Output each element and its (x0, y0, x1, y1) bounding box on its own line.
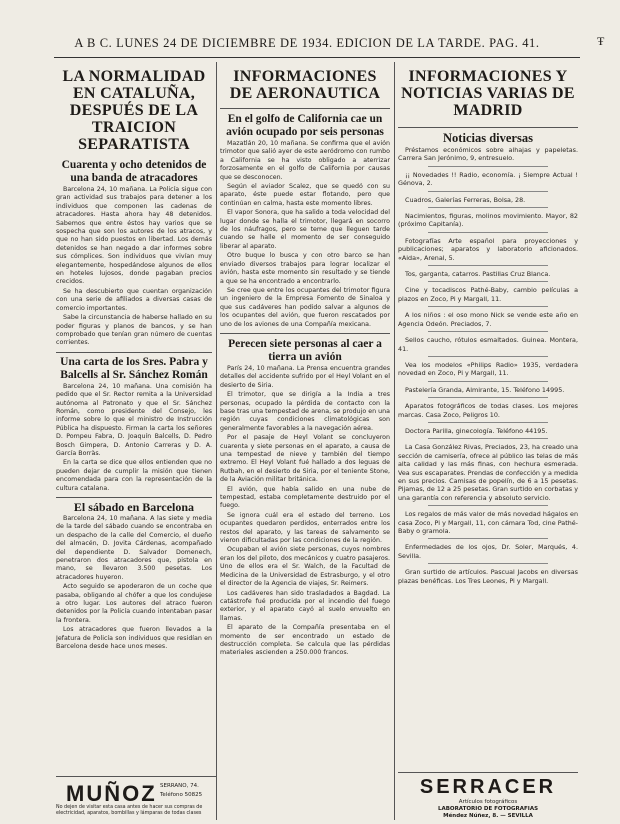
subhead-robbers: Cuarenta y ocho detenidos de una banda de atracadores (61, 159, 207, 184)
separator (428, 265, 548, 266)
separator (428, 422, 548, 423)
news-item: La Casa González Rivas, Preciados, 23, ha creado una sección de camisería, ofrece al público las telas de más alta calidad y las más finas, con hechura esmerada. Vea sus escaparates. Prendas de confección y a medida en sus precios. Camisas de popelín, de 6 a 15 pesetas. Pijamas, de 12 a 25 pesetas. Gran surtido en corbatas y una garantía con referencia y absoluto servicio. (398, 443, 578, 502)
news-item: Vea los modelos «Philips Radio» 1935, verdadera novedad en Zoco, Pi y Margall, 11. (398, 360, 578, 378)
news-item: Fotografías Arte español para proyecciones y publicaciones; aparatos y laboratorio aficionados. «Aida», Arenal, 5. (398, 236, 578, 262)
paragraph: Por el pasaje de Heyl Volant se concluyeron cuarenta y siete personas en el aparato, a causa de una tempestad de nieve y también del tiempo extremo. El Heyl Volant fué hallado a dos leguas de Rutbah, en el desierto de Siria, por el teniente Stone, de la Aviación militar británica. (220, 434, 390, 484)
section-noticias: Noticias diversas (443, 131, 533, 145)
column-madrid (398, 68, 578, 788)
subhead-california: En el golfo de California cae un avión ocupado por seis personas (226, 113, 384, 138)
paragraph: Ocupaban el avión siete personas, cuyos nombres eran los del piloto, dos mecánicos y cuatro pasajeros. Uno de ellos era el Sr. Walch, de la Facultad de Medicina de la Universidad de Estrasburgo, y el otro el director de la Agencia de viajes, Sr. Reimers. (220, 546, 390, 588)
news-item: A los niños : el oso mono Nick se vende este año en Agencia Odeón. Preciados, 7. (398, 311, 578, 328)
ad-serracer-line: Méndez Núñez, 8. — SEVILLA (443, 813, 533, 819)
paragraph: Sabe la circunstancia de haberse hallado en su poder figuras y planos de bancos, y se han comprobado que tenían gran número de cuentas corrientes. (56, 314, 212, 347)
paragraph: Se ha descubierto que cuentan organización con una serie de afiliados a diversas casas de comercio importantes. (56, 287, 212, 312)
ad-munoz-name: MUÑOZ (66, 781, 157, 806)
separator (428, 306, 548, 307)
column-aeronautics (220, 68, 390, 816)
separator (428, 232, 548, 233)
column-divider (216, 62, 217, 820)
paragraph: Los atracadores que fueron llevados a la Jefatura de Policía son individuos que residían en Barcelona desde hace unos meses. (56, 626, 212, 651)
ad-serracer-name: SERRACER (419, 776, 557, 798)
paragraph: El avión, que había salido en una nube de tempestad, estaba completamente destruido por el fuego. (220, 485, 390, 510)
headline-aeronautics: INFORMACIONES DE AERONAUTICA (229, 68, 381, 102)
news-item: Doctora Parilla, ginecología. Teléfono 44195. (405, 426, 548, 435)
ad-munoz-address: SERRANO, 74. (160, 783, 199, 789)
news-item: Cine y tocadiscos Pathé-Baby, cambio películas a plazos en Zoco, Pi y Margall, 11. (398, 286, 578, 303)
paragraph: Mazatlán 20, 10 mañana. Se confirma que el avión trimotor que salió ayer de este aeródromo con rumbo a California se ha visto obligado a aterrizar forzosamente en el golfo de California por causas que se desconocen. (220, 140, 390, 181)
paragraph: Se cree que entre los ocupantes del trimotor figura un ingeniero de la Empresa Fomento de Sinaloa y que sus cadáveres han podido salvar a algunos de los ocupantes del avión, que fueron rescatados por uno de los aviones de una Compañía mexicana. (220, 286, 390, 328)
ad-munoz (56, 776, 216, 815)
ad-serracer-line: Artículos fotográficos (458, 799, 518, 805)
paragraph: Acto seguido se apoderaron de un coche que pasaba, obligando al chófer a que los condujese a otro lugar. Los autores del atraco fueron detenidos por la Policía cuando intentaban pasar la frontera. (56, 583, 212, 624)
ad-munoz-text: No dejen de visitar esta casa antes de hacer sus compras de electricidad, aparatos, bombillas y lámparas de todas clases (56, 805, 203, 816)
separator (428, 356, 548, 357)
separator (428, 281, 548, 282)
news-item: Los regalos de más valor de más novedad hágalos en casa Zoco, Pi y Margall, 11, con cámara Tod, cine Pathé-Baby o gramola. (398, 510, 578, 535)
subhead-saturday: El sábado en Barcelona (73, 500, 195, 514)
news-item: Aparatos fotográficos de todas clases. Los mejores marcas. Casa Zoco, Peligros 10. (398, 402, 578, 419)
paragraph: En la carta se dice que ellos entienden que no pueden dejar de cumplir la misión que tienen encomendada para con la representación de la cultura catalana. (56, 459, 212, 492)
news-item: Pastelería Granda, Almirante, 15. Teléfono 14995. (405, 385, 565, 394)
ad-serracer (398, 772, 578, 817)
news-item: Gran surtido de artículos. Pascual Jacobs en diversas plazas benéficas. Los Tres Leones, Pi y Margall. (398, 568, 578, 585)
paragraph: Barcelona 24, 10 mañana. Una comisión ha pedido que el Sr. Rector remita a la Universidad autónoma al Patronato y que el Sr. Sánchez Román, como presidente del Consejo, les informe sobre lo que el ministro de Instrucción Pública ha dispuesto. Firman la carta los señores D. Pompeu Fabra, D. Joaquín Balcells, D. Pedro Bosch Gimpera, D. Antonio Carreras y D. A. García Borràs. (56, 382, 212, 457)
separator (428, 438, 548, 439)
separator (428, 397, 548, 398)
news-item: ¡¡ Novedades !! Radio, economía. ¡ Siempre Actual ! Génova, 2. (398, 170, 578, 188)
divider (56, 352, 212, 353)
news-item: Enfermedades de los ojos, Dr. Soler, Marqués, 4. Sevilla. (398, 543, 578, 560)
separator (428, 207, 548, 208)
masthead-mark: Ŧ (597, 34, 605, 48)
ad-serracer-line: LABORATORIO DE FOTOGRAFIAS (437, 806, 539, 812)
headline-catalonia: LA NORMALIDAD EN CATALUÑA, DESPUÉS DE LA TRAICION SEPARATISTA (62, 68, 206, 153)
column-catalonia (56, 68, 212, 806)
paragraph: Barcelona 24, 10 mañana. A las siete y media de la tarde del sábado cuando se encontraba en un despacho de la calle del Comercio, el dueño del almacén, D. Jovita Cárdenas, acompañado del dependiente D. Salvador Domenech, penetraron dos atracadores que, pistola en mano, se llevaron 3.500 pesetas. Los atracadores huyeron. (56, 515, 212, 581)
paragraph: Barcelona 24, 10 mañana. La Policía sigue con gran actividad sus trabajos para detener a los individuos que componen las cadenas de atracadores. Hasta ahora hay 48 detenidos. Sabemos que entre éstos hay varios que se sospecha que son los autores de los atracos, y que no han sido puestos en libertad. Los demás detenidos se han negado a dar informes sobre sus cómplices. Son individuos que vivían muy elegantemente, hospedándose algunos de ellos en hoteles lujosos, donde pagaban precios crecidos. (56, 186, 212, 286)
separator (428, 381, 548, 382)
subhead-seven-dead: Perecen siete personas al caer a tierra un avión (228, 337, 382, 363)
paragraph: París 24, 10 mañana. La Prensa encuentra grandes detalles del accidente sufrido por el Heyl Volant en el desierto de Siria. (220, 364, 390, 389)
separator (428, 505, 548, 506)
subhead-letter: Una carta de los Sres. Pabra y Balcells al Sr. Sánchez Román (60, 355, 208, 381)
news-item: Sellos caucho, rótulos esmaltados. Guinea. Montera, 41. (398, 336, 578, 353)
news-item: Préstamos económicos sobre alhajas y papeletas. Carrera San Jerónimo, 9, entresuelo. (398, 146, 578, 163)
paragraph: Se ignora cuál era el estado del terreno. Los ocupantes quedaron perdidos, enterrados entre los restos del aparato, y las tareas de salvamento se vieron dificultadas por las condiciones de la región. (220, 511, 390, 545)
column-divider (394, 62, 395, 820)
paragraph: El vapor Sonora, que ha salido a toda velocidad del lugar donde se halla el trimotor, llegará en socorro de los náufragos, pero se teme que lleguen tarde cuando se halle el momento de ser conseguido liberar al aparato. (220, 209, 390, 250)
ad-munoz-phone: Teléfono 50825 (160, 792, 203, 798)
headline-madrid: INFORMACIONES Y NOTICIAS VARIAS DE MADRID (401, 68, 575, 119)
news-items-list (398, 146, 578, 585)
masthead: A B C. LUNES 24 DE DICIEMBRE DE 1934. EDICION DE LA TARDE. PAG. 41. (74, 36, 540, 50)
divider (398, 127, 578, 128)
separator (428, 166, 548, 167)
divider (220, 333, 390, 334)
paragraph: El aparato de la Compañía presentaba en el momento de ser encontrado un estado de destrucción completa. Se calcula que las pérdidas materiales ascienden a 250.000 francos. (220, 624, 390, 657)
separator (428, 331, 548, 332)
divider (220, 108, 390, 109)
news-item: Nacimientos, figuras, molinos movimiento. Mayor, 82 (próximo Capitanía). (398, 212, 578, 229)
paragraph: Según el aviador Scalez, que se quedó con su aparato, éste puede estar flotando, pero que continúan en calma, hasta este momento libres. (220, 183, 390, 207)
paragraph: Los cadáveres han sido trasladados a Bagdad. La catástrofe fué producida por el incendio del fuego exterior, y el aparato cayó al suelo envuelto en llamas. (220, 589, 390, 622)
separator (428, 191, 548, 192)
separator (428, 563, 548, 564)
masthead-rule (54, 57, 580, 58)
paragraph: El trimotor, que se dirigía a la India a tres personas, ocupado la pérdida de contacto con la base tras una tempestad de arena, se produjo en una región cuyas condiciones climatológicas son generalmente favorables a la navegación aérea. (220, 391, 390, 432)
news-item: Tos, garganta, catarros. Pastillas Cruz Blanca. (405, 270, 551, 279)
separator (428, 538, 548, 539)
divider (56, 497, 212, 498)
news-item: Cuadros, Galerías Ferreras, Bolsa, 28. (405, 195, 526, 204)
paragraph: Otro buque lo busca y con otro barco se han enviado diversos trabajos para lograr localizar el avión, hasta este momento sin resultado y se tiende a que se ha encontrado a encontrarlo. (220, 252, 390, 285)
